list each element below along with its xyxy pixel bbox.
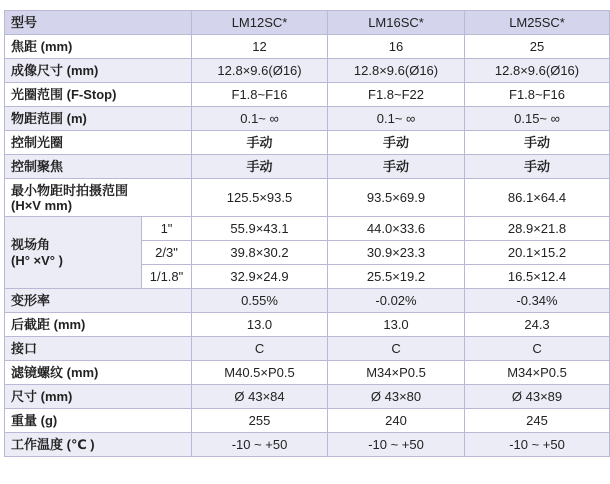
cell-value: 13.0	[328, 313, 465, 337]
row-label: 成像尺寸 (mm)	[5, 59, 192, 83]
cell-value: 0.55%	[192, 289, 328, 313]
row-label	[5, 179, 192, 217]
cell-value: 16.5×12.4	[465, 265, 610, 289]
header-label: 型号	[5, 11, 192, 35]
cell-value: 手动	[192, 131, 328, 155]
cell-value: 25.5×19.2	[328, 265, 465, 289]
sensor-size: 1"	[142, 217, 192, 241]
cell-value: 39.8×30.2	[192, 241, 328, 265]
cell-value: 125.5×93.5	[192, 179, 328, 217]
row-object-distance	[5, 107, 610, 131]
label-line: (H×V mm)	[11, 197, 73, 213]
row-label: 控制聚焦	[5, 155, 192, 179]
row-label: 接口	[5, 337, 192, 361]
cell-value: -0.34%	[465, 289, 610, 313]
cell-value: 12	[192, 35, 328, 59]
row-aperture-range	[5, 83, 610, 107]
row-dimensions	[5, 385, 610, 409]
header-model-3: LM25SC*	[465, 11, 610, 35]
row-operating-temperature	[5, 433, 610, 457]
cell-value: 手动	[328, 155, 465, 179]
header-model-2: LM16SC*	[328, 11, 465, 35]
cell-value: 25	[465, 35, 610, 59]
lens-spec-table	[4, 10, 610, 457]
cell-value: F1.8~F16	[192, 83, 328, 107]
label-line: 最小物距时拍摄范围	[11, 182, 129, 198]
row-label: 工作温度 (℃ )	[5, 433, 192, 457]
cell-value: 24.3	[465, 313, 610, 337]
row-weight	[5, 409, 610, 433]
cell-value: 28.9×21.8	[465, 217, 610, 241]
cell-value: 12.8×9.6(Ø16)	[465, 59, 610, 83]
row-label: 重量 (g)	[5, 409, 192, 433]
row-filter-thread	[5, 361, 610, 385]
cell-value: 手动	[465, 155, 610, 179]
cell-value: M34×P0.5	[328, 361, 465, 385]
row-label: 变形率	[5, 289, 192, 313]
row-distortion	[5, 289, 610, 313]
label-line: 视场角	[11, 236, 51, 252]
row-focal-length	[5, 35, 610, 59]
cell-value: 32.9×24.9	[192, 265, 328, 289]
row-iris-control	[5, 131, 610, 155]
row-image-size	[5, 59, 610, 83]
cell-value: 0.1~ ∞	[192, 107, 328, 131]
cell-value: 240	[328, 409, 465, 433]
cell-value: C	[192, 337, 328, 361]
cell-value: 86.1×64.4	[465, 179, 610, 217]
cell-value: C	[328, 337, 465, 361]
cell-value: 55.9×43.1	[192, 217, 328, 241]
row-label: 控制光圈	[5, 131, 192, 155]
cell-value: 0.15~ ∞	[465, 107, 610, 131]
label-line: (H° ×V° )	[11, 252, 63, 268]
cell-value: 16	[328, 35, 465, 59]
cell-value: Ø 43×89	[465, 385, 610, 409]
header-row	[5, 11, 610, 35]
cell-value: 20.1×15.2	[465, 241, 610, 265]
cell-value: 手动	[192, 155, 328, 179]
cell-value: 手动	[465, 131, 610, 155]
cell-value: 12.8×9.6(Ø16)	[192, 59, 328, 83]
row-label: 尺寸 (mm)	[5, 385, 192, 409]
row-label: 焦距 (mm)	[5, 35, 192, 59]
sensor-size: 2/3"	[142, 241, 192, 265]
cell-value: M40.5×P0.5	[192, 361, 328, 385]
cell-value: 手动	[328, 131, 465, 155]
cell-value: 0.1~ ∞	[328, 107, 465, 131]
row-label: 物距范围 (m)	[5, 107, 192, 131]
cell-value: 13.0	[192, 313, 328, 337]
cell-value: 255	[192, 409, 328, 433]
cell-value: 30.9×23.3	[328, 241, 465, 265]
cell-value: 245	[465, 409, 610, 433]
cell-value: Ø 43×80	[328, 385, 465, 409]
cell-value: -10 ~ +50	[465, 433, 610, 457]
row-label: 光圈范围 (F-Stop)	[5, 83, 192, 107]
row-mount	[5, 337, 610, 361]
row-view-angle-1	[5, 217, 610, 241]
view-angle-label	[5, 217, 142, 289]
row-min-distance-range	[5, 179, 610, 217]
cell-value: C	[465, 337, 610, 361]
header-model-1: LM12SC*	[192, 11, 328, 35]
cell-value: Ø 43×84	[192, 385, 328, 409]
row-focus-control	[5, 155, 610, 179]
row-label: 后截距 (mm)	[5, 313, 192, 337]
row-label: 滤镜螺纹 (mm)	[5, 361, 192, 385]
cell-value: M34×P0.5	[465, 361, 610, 385]
cell-value: F1.8~F22	[328, 83, 465, 107]
row-back-focal	[5, 313, 610, 337]
sensor-size: 1/1.8"	[142, 265, 192, 289]
cell-value: -0.02%	[328, 289, 465, 313]
cell-value: 93.5×69.9	[328, 179, 465, 217]
cell-value: 44.0×33.6	[328, 217, 465, 241]
spec-table-body	[5, 11, 610, 457]
cell-value: -10 ~ +50	[192, 433, 328, 457]
cell-value: 12.8×9.6(Ø16)	[328, 59, 465, 83]
cell-value: F1.8~F16	[465, 83, 610, 107]
cell-value: -10 ~ +50	[328, 433, 465, 457]
